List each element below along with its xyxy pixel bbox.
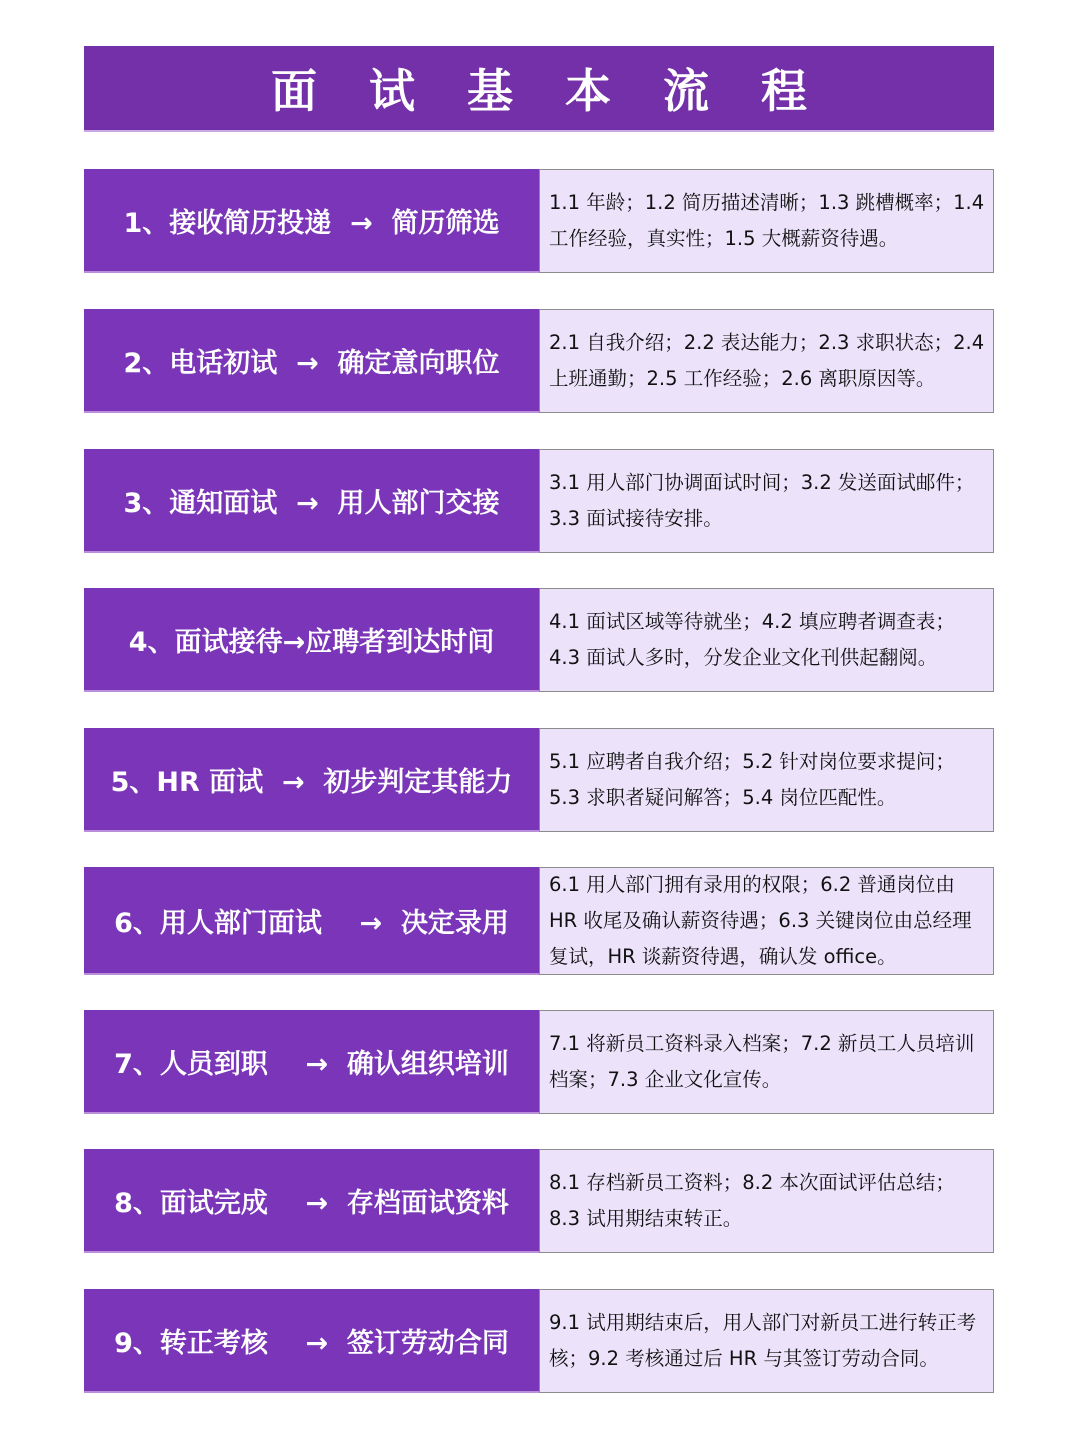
step-detail: 2.1 自我介绍；2.2 表达能力；2.3 求职状态；2.4 上班通勤；2.5 工作经验；2.6 离职原因等。 [539,309,994,413]
step-row-1 [84,169,994,273]
step-row-6 [84,867,994,975]
step-label: 8、面试完成 → 存档面试资料 [84,1149,539,1253]
step-detail: 3.1 用人部门协调面试时间；3.2 发送面试邮件；3.3 面试接待安排。 [539,449,994,553]
step-label: 1、接收简历投递 → 简历筛选 [84,169,539,273]
step-detail: 7.1 将新员工资料录入档案；7.2 新员工人员培训档案；7.3 企业文化宣传。 [539,1010,994,1114]
step-label: 2、电话初试 → 确定意向职位 [84,309,539,413]
step-row-2 [84,309,994,413]
step-detail: 9.1 试用期结束后，用人部门对新员工进行转正考核；9.2 考核通过后 HR 与其签订劳动合同。 [539,1289,994,1393]
step-detail: 8.1 存档新员工资料；8.2 本次面试评估总结；8.3 试用期结束转正。 [539,1149,994,1253]
step-row-3 [84,449,994,553]
step-label: 3、通知面试 → 用人部门交接 [84,449,539,553]
step-row-4 [84,588,994,692]
page-title: 面 试 基 本 流 程 [270,64,826,118]
step-row-7 [84,1010,994,1114]
step-detail: 5.1 应聘者自我介绍；5.2 针对岗位要求提问；5.3 求职者疑问解答；5.4 岗位匹配性。 [539,728,994,832]
step-label: 4、面试接待→应聘者到达时间 [84,588,539,692]
step-label: 7、人员到职 → 确认组织培训 [84,1010,539,1114]
title-banner [84,46,994,132]
step-detail: 4.1 面试区域等待就坐；4.2 填应聘者调查表；4.3 面试人多时，分发企业文化刊供起翻阅。 [539,588,994,692]
step-detail: 1.1 年龄；1.2 简历描述清晰；1.3 跳槽概率；1.4 工作经验，真实性；1.5 大概薪资待遇。 [539,169,994,273]
step-row-5 [84,728,994,832]
step-row-8 [84,1149,994,1253]
step-label: 6、用人部门面试 → 决定录用 [84,867,539,975]
step-detail: 6.1 用人部门拥有录用的权限；6.2 普通岗位由 HR 收尾及确认薪资待遇；6.3 关键岗位由总经理复试，HR 谈薪资待遇，确认发 office。 [539,867,994,975]
step-label: 5、HR 面试 → 初步判定其能力 [84,728,539,832]
step-label: 9、转正考核 → 签订劳动合同 [84,1289,539,1393]
step-row-9 [84,1289,994,1393]
